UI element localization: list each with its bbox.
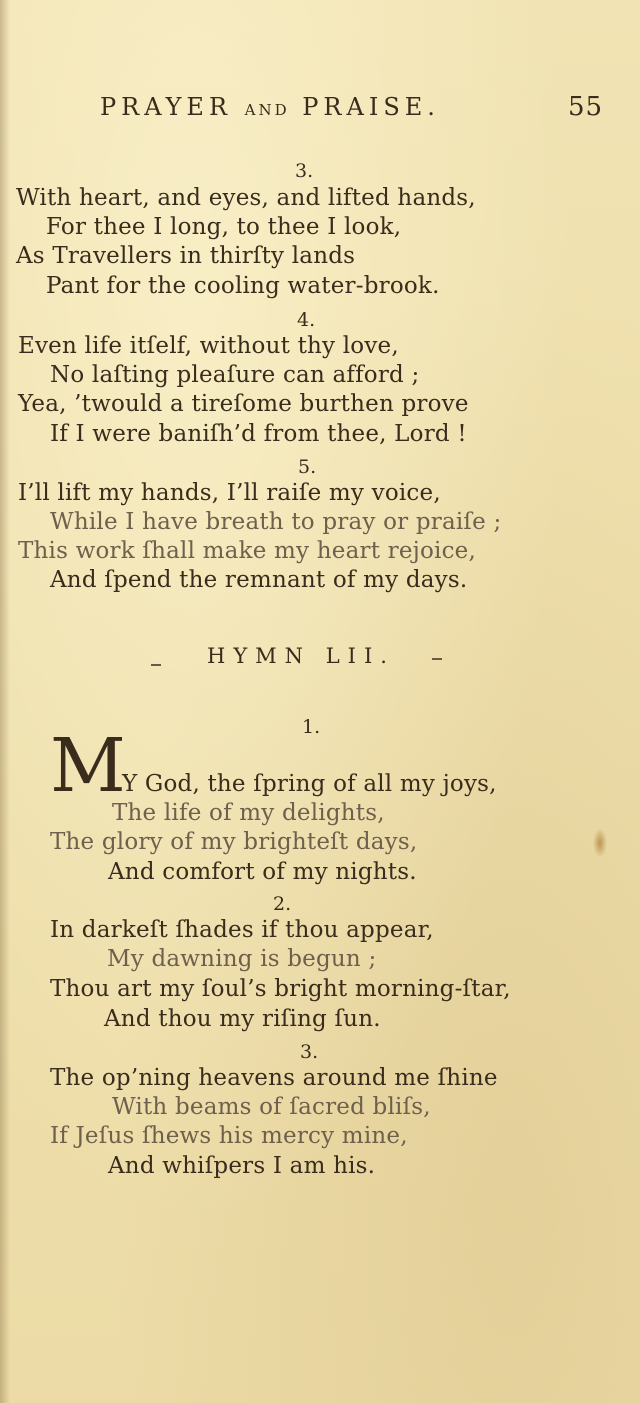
header-word-and: AND xyxy=(244,101,290,119)
ornament-dash xyxy=(432,658,442,660)
drop-cap: M xyxy=(50,723,126,809)
header-word-prayer: PRAYER xyxy=(100,93,233,121)
running-header xyxy=(100,92,440,125)
verse-line: Pant for the cooling water-brook. xyxy=(46,273,440,299)
stanza-number: 3. xyxy=(295,160,314,182)
stanza-number: 2. xyxy=(273,893,292,915)
verse-line: Thou art my ſoul’s bright morning-ſtar, xyxy=(50,976,511,1002)
verse-line: The glory of my brighteſt days, xyxy=(50,829,418,855)
verse-line: The life of my delights, xyxy=(112,800,385,826)
verse-line: My dawning is begun ; xyxy=(107,946,377,972)
verse-line: And thou my riſing ſun. xyxy=(104,1006,381,1032)
stanza-number: 4. xyxy=(297,309,316,331)
verse-line: And ſpend the remnant of my days. xyxy=(50,567,468,593)
verse-line: No laſting pleaſure can afford ; xyxy=(50,362,420,388)
verse-line: Even life itſelf, without thy love, xyxy=(18,333,399,359)
verse-line: If I were baniſh’d from thee, Lord ! xyxy=(50,421,467,447)
verse-line: I’ll lift my hands, I’ll raiſe my voice, xyxy=(18,480,441,506)
paper-stain xyxy=(593,828,607,858)
spine-shadow xyxy=(0,0,10,1403)
stanza-number: 1. xyxy=(302,716,321,738)
verse-line: And comfort of my nights. xyxy=(108,859,417,885)
ornament-dash xyxy=(151,664,161,666)
verse-line: Yea, ’twould a tireſome burthen prove xyxy=(18,391,469,417)
verse-line: The op’ning heavens around me ſhine xyxy=(50,1065,498,1091)
verse-line: Y God, the ſpring of all my joys, xyxy=(122,771,497,797)
page-number: 55 xyxy=(568,92,604,122)
verse-line: This work ſhall make my heart rejoice, xyxy=(18,538,476,564)
stanza-number: 5. xyxy=(298,456,317,478)
verse-line: For thee I long, to thee I look, xyxy=(46,214,402,240)
verse-line: In darkeſt ſhades if thou appear, xyxy=(50,917,434,943)
verse-line: With heart, and eyes, and lifted hands, xyxy=(16,185,476,211)
verse-line: While I have breath to pray or praiſe ; xyxy=(50,509,502,535)
header-word-praise: PRAISE. xyxy=(302,93,440,121)
stanza-number: 3. xyxy=(300,1041,319,1063)
hymn-title: HYMN LII. xyxy=(207,644,395,668)
verse-line: If Jeſus ſhews his mercy mine, xyxy=(50,1123,408,1149)
verse-line: As Travellers in thirſty lands xyxy=(16,243,356,269)
verse-line: And whiſpers I am his. xyxy=(108,1153,376,1179)
verse-line: With beams of ſacred bliſs, xyxy=(112,1094,431,1120)
